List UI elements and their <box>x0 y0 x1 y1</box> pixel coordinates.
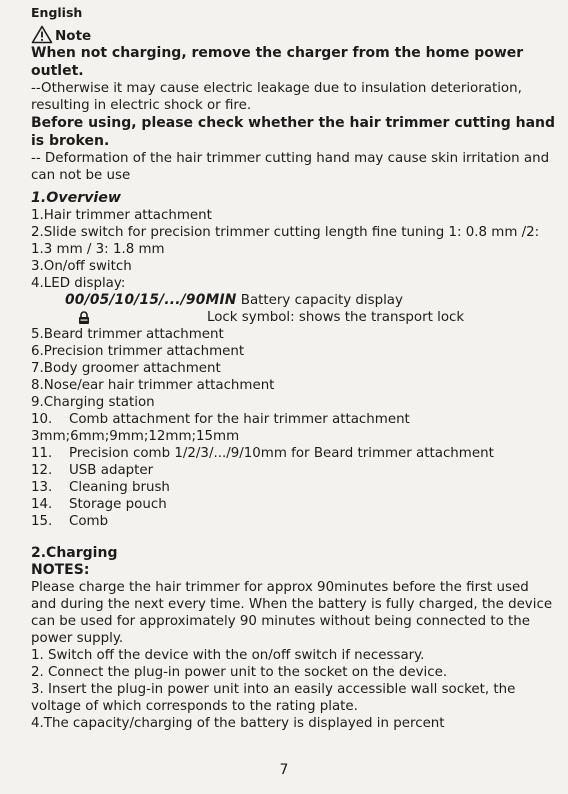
item-number: 14. <box>31 497 53 512</box>
warning-cutting-text: -- Deformation of the hair trimmer cutting hand may cause skin irritation and can not be use <box>31 151 550 183</box>
overview-item-10 <box>31 411 556 428</box>
manual-page <box>31 0 556 732</box>
item-text: Cleaning brush <box>69 480 170 495</box>
note-heading <box>31 25 556 44</box>
item-number: 12. <box>31 463 53 478</box>
lock-text: Lock symbol: shows the transport lock <box>207 310 465 325</box>
overview-item-15 <box>31 513 556 530</box>
overview-item-2: 2.Slide switch for precision trimmer cutting length fine tuning 1: 0.8 mm /2: 1.3 mm / 3: 1.8 mm <box>31 225 540 257</box>
warning-triangle-icon <box>31 25 53 44</box>
overview-item-11 <box>31 445 556 462</box>
language-label: English <box>31 5 83 20</box>
item-text: USB adapter <box>69 463 154 478</box>
display-row <box>31 292 556 309</box>
overview-item-10-sizes: 3mm;6mm;9mm;12mm;15mm <box>31 429 240 444</box>
overview-item-14 <box>31 496 556 513</box>
overview-item-4: 4.LED display: <box>31 276 126 291</box>
notes-label: NOTES: <box>31 562 90 578</box>
charging-paragraph: Please charge the hair trimmer for approx 90minutes before the first used and during the next every time. When the battery is fully charged, the device can be used for approximately 90 minutes without being connected to the power supply. <box>31 580 553 646</box>
item-text: Comb attachment for the hair trimmer attachment <box>69 412 410 427</box>
note-title: Note <box>55 28 92 44</box>
charging-step-1: 1. Switch off the device with the on/off switch if necessary. <box>31 648 425 663</box>
overview-item-9: 9.Charging station <box>31 395 155 410</box>
display-code: 00/05/10/15/.../90MIN <box>65 292 237 308</box>
overview-item-6: 6.Precision trimmer attachment <box>31 344 245 359</box>
overview-item-3: 3.On/off switch <box>31 259 132 274</box>
charging-heading: 2.Charging <box>31 545 118 561</box>
page-number: 7 <box>279 762 289 778</box>
lock-row <box>31 309 556 326</box>
warning-cutting-bold: Before using, please check whether the hair trimmer cutting hand is broken. <box>31 115 556 149</box>
charging-step-4: 4.The capacity/charging of the battery is displayed in percent <box>31 716 445 731</box>
overview-item-5: 5.Beard trimmer attachment <box>31 327 224 342</box>
overview-item-13 <box>31 479 556 496</box>
overview-item-8: 8.Nose/ear hair trimmer attachment <box>31 378 275 393</box>
warning-charger-text: --Otherwise it may cause electric leakage due to insulation deterioration, resulting in electric shock or fire. <box>31 81 522 113</box>
charging-step-2: 2. Connect the plug-in power unit to the socket on the device. <box>31 665 448 680</box>
overview-heading: 1.Overview <box>31 190 122 206</box>
charging-step-3: 3. Insert the plug-in power unit into an easily accessible wall socket, the voltage of which corresponds to the rating plate. <box>31 682 516 714</box>
warning-charger-bold: When not charging, remove the charger from the home power outlet. <box>31 45 524 79</box>
item-number: 10. <box>31 412 53 427</box>
item-text: Precision comb 1/2/3/.../9/10mm for Beard trimmer attachment <box>69 446 494 461</box>
item-number: 11. <box>31 446 53 461</box>
padlock-icon <box>77 311 91 324</box>
item-number: 15. <box>31 514 53 529</box>
overview-item-7: 7.Body groomer attachment <box>31 361 221 376</box>
overview-item-1: 1.Hair trimmer attachment <box>31 208 212 223</box>
item-text: Comb <box>69 514 109 529</box>
item-number: 13. <box>31 480 53 495</box>
overview-item-12 <box>31 462 556 479</box>
display-text: Battery capacity display <box>236 293 403 308</box>
item-text: Storage pouch <box>69 497 167 512</box>
